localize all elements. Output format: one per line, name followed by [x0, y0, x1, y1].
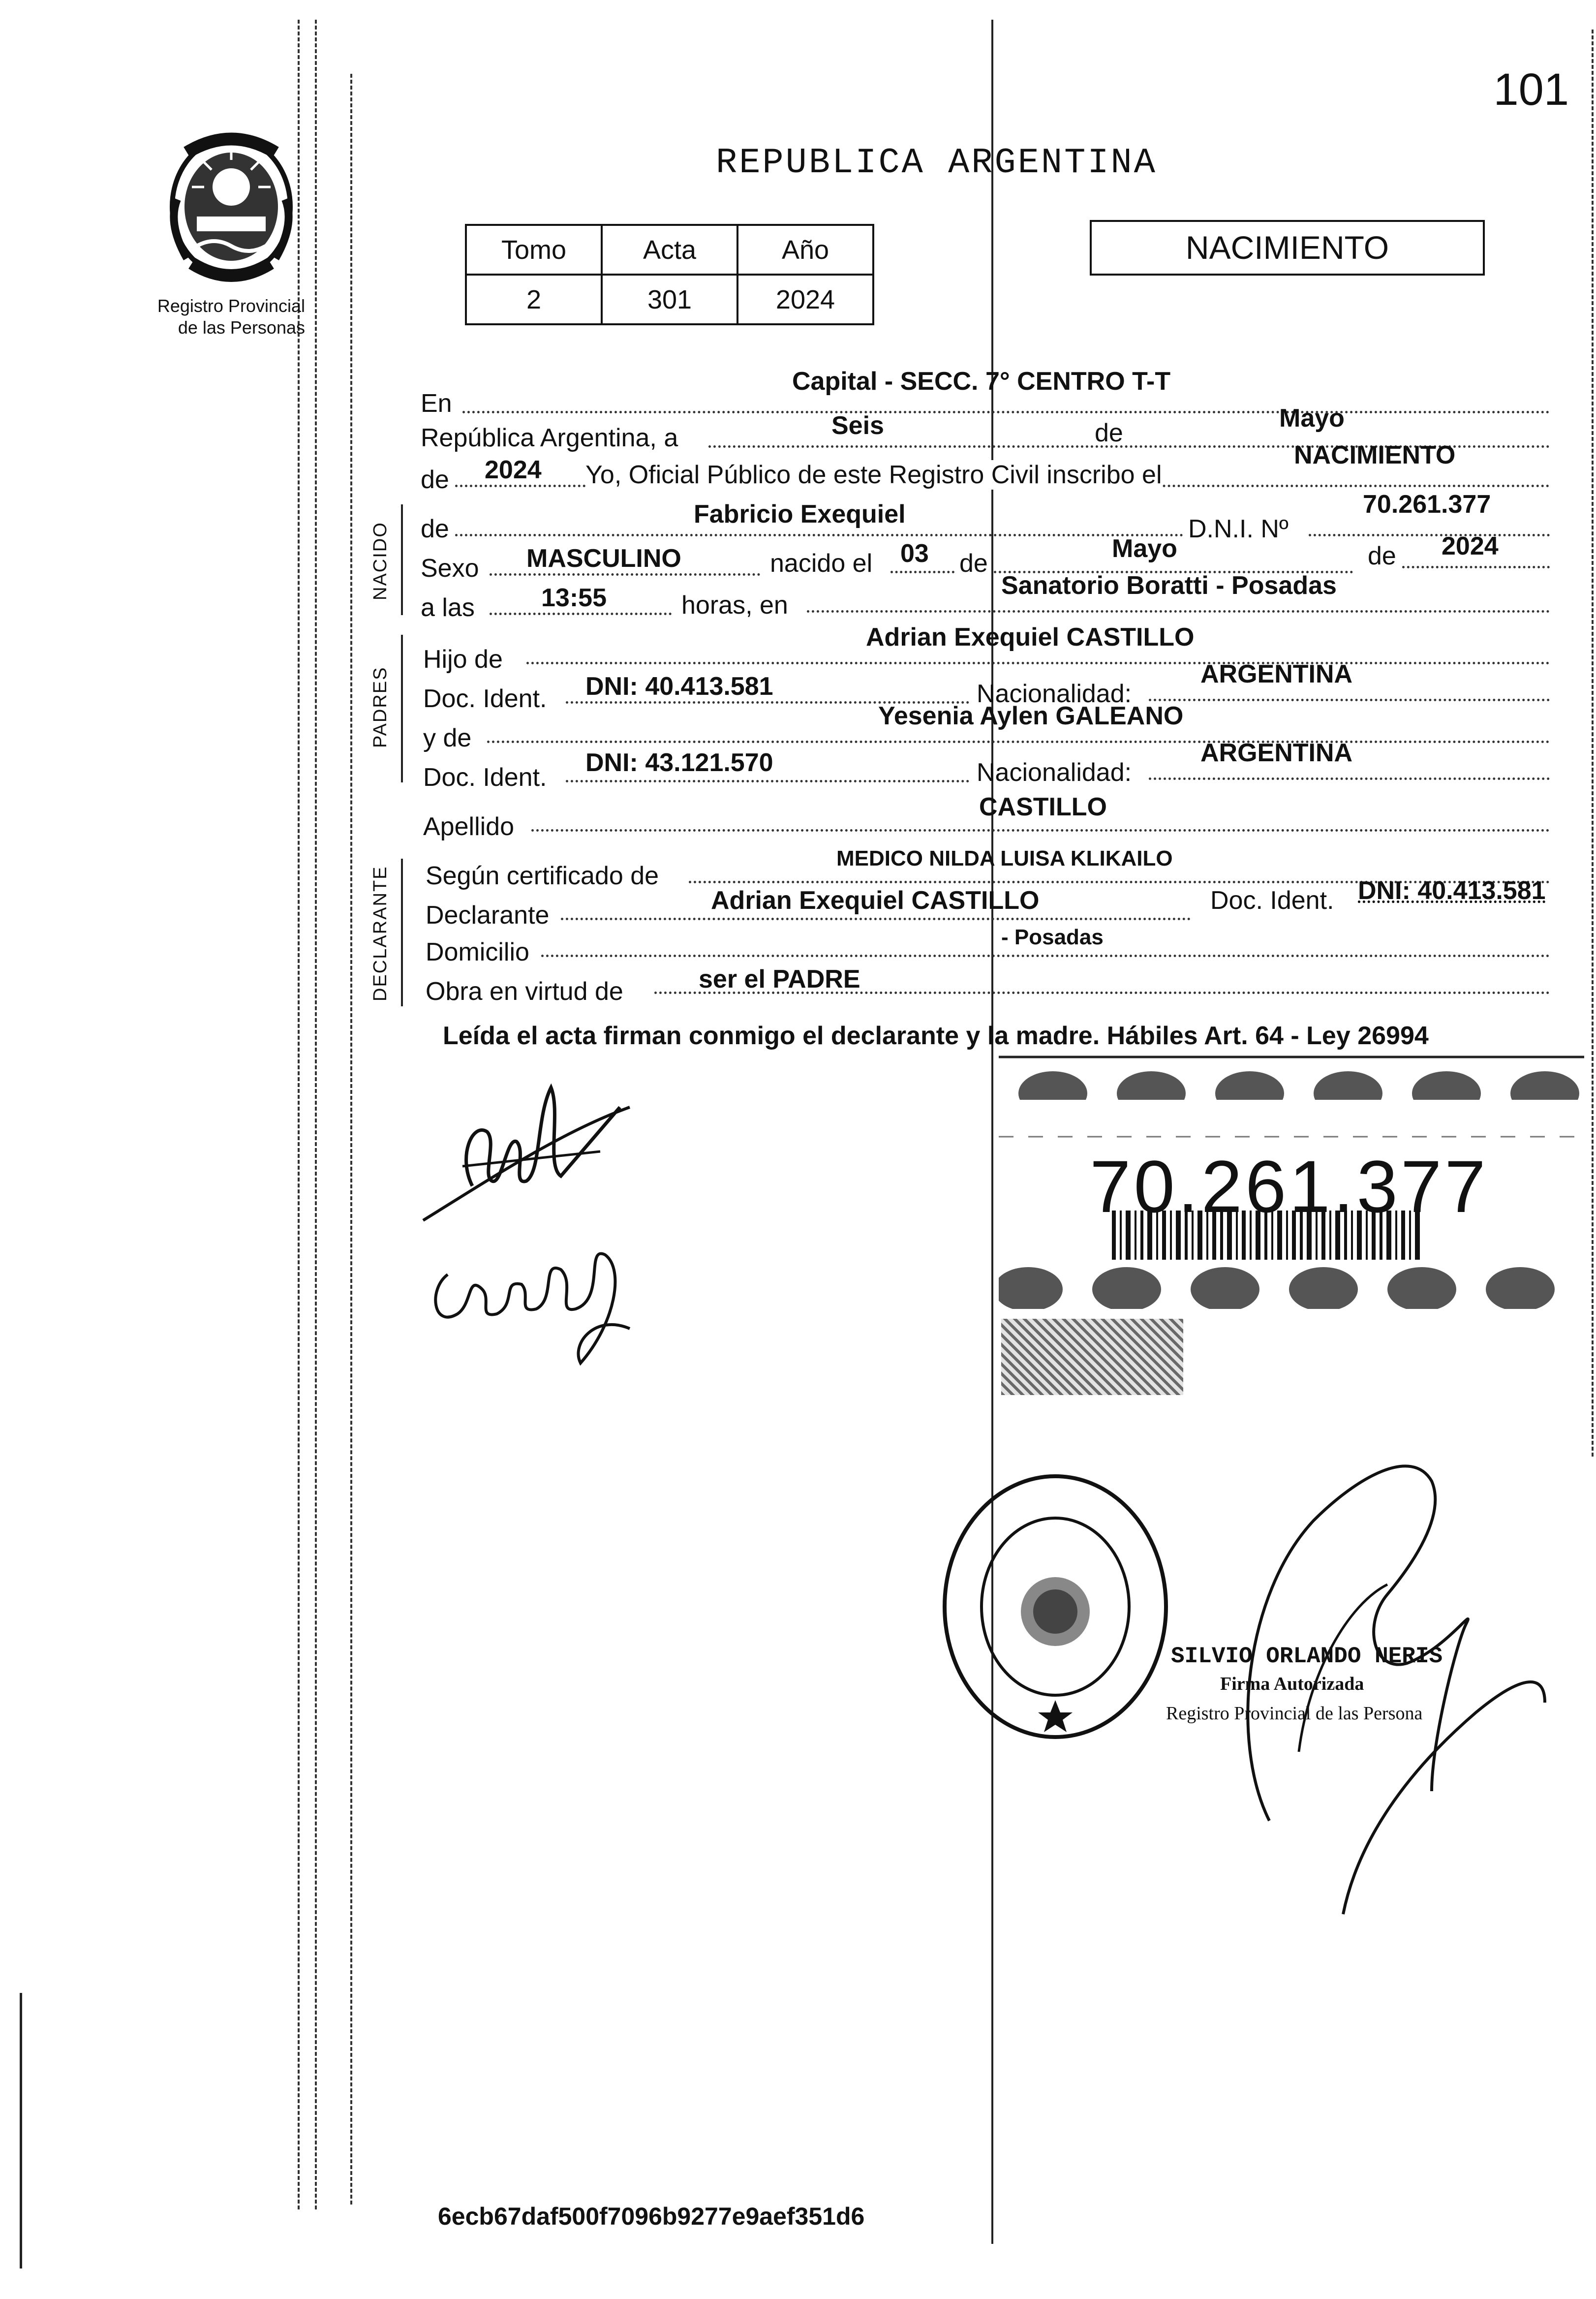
birth-day: 03 — [900, 539, 929, 568]
birth-place: Sanatorio Boratti - Posadas — [1001, 571, 1337, 600]
cert-label: Según certificado de — [426, 862, 659, 890]
decl-value: Adrian Exequiel CASTILLO — [711, 886, 1040, 915]
mother-nac-label: Nacionalidad: — [977, 758, 1132, 787]
apellido-value: CASTILLO — [979, 793, 1107, 821]
republica-label: República Argentina, a — [421, 424, 678, 452]
birth-reg-day: Seis — [831, 411, 884, 440]
table-value-tomo: 2 — [466, 275, 602, 324]
declarant-signature — [413, 1058, 640, 1235]
table-header-tomo: Tomo — [466, 225, 602, 275]
cert-value: MEDICO NILDA LUISA KLIKAILO — [836, 846, 1173, 870]
apellido-dots — [531, 829, 1550, 832]
dom-value: - Posadas — [1001, 925, 1104, 949]
signatory-role: Firma Autorizada — [1220, 1674, 1364, 1694]
birth-year: 2024 — [1442, 532, 1499, 560]
province-logo — [157, 125, 305, 288]
dni-dots — [1309, 534, 1550, 536]
alas-label: a las — [421, 593, 475, 622]
birth-hour: 13:55 — [541, 584, 607, 612]
nacido-el-label: nacido el — [770, 549, 873, 578]
birth-day-dots — [890, 571, 954, 573]
nacido-name-dots — [455, 534, 1183, 536]
nacido-section-label: NACIDO — [370, 522, 391, 600]
tomo-acta-table — [465, 224, 874, 325]
page-number: 101 — [1493, 64, 1569, 115]
inner-margin-dashes — [350, 74, 352, 2205]
fold-line — [991, 20, 993, 2244]
table-header-anio: Año — [737, 225, 873, 275]
republica-de-label: de — [1095, 419, 1123, 447]
signatory-name: SILVIO ORLANDO NERIS — [1171, 1644, 1443, 1669]
official-seal — [937, 1469, 1173, 1744]
en-value: Capital - SECC. 7° CENTRO T-T — [792, 367, 1171, 396]
logo-caption — [148, 295, 305, 339]
father-doc-label: Doc. Ident. — [423, 684, 547, 713]
table-header-acta: Acta — [602, 225, 737, 275]
binding-line — [20, 1993, 22, 2268]
child-dni: 70.261.377 — [1363, 490, 1491, 519]
mother-nac-dots — [1149, 777, 1550, 780]
signatory-org: Registro Provincial de las Persona — [1166, 1703, 1423, 1724]
table-value-row — [466, 275, 873, 324]
mother-doc-label: Doc. Ident. — [423, 763, 547, 792]
padres-section-label: PADRES — [370, 666, 391, 748]
birth-year-dots — [1402, 566, 1550, 568]
place-dots — [807, 610, 1550, 613]
left-margin-dashes-2 — [315, 20, 317, 2209]
obra-value: ser el PADRE — [699, 965, 860, 994]
reg-year: 2024 — [485, 456, 542, 484]
child-sex: MASCULINO — [526, 544, 681, 573]
closing-note: Leída el acta firman conmigo el declarante y la madre. Hábiles Art. 64 - Ley 26994 — [443, 1022, 1429, 1050]
left-margin-dashes — [298, 20, 300, 2209]
father-doc: DNI: 40.413.581 — [585, 672, 773, 701]
nacido-de-label: de — [421, 515, 449, 543]
decl-dots — [561, 918, 1191, 920]
logo-caption-line2: de las Personas — [178, 317, 305, 338]
document-title: REPUBLICA ARGENTINA — [716, 143, 1157, 183]
logo-caption-line1: Registro Provincial — [157, 296, 305, 316]
decl-label: Declarante — [426, 901, 550, 930]
mother-doc-dots — [566, 780, 969, 782]
child-name: Fabricio Exequiel — [694, 500, 906, 528]
table-header-row — [466, 225, 873, 275]
record-type-box: NACIMIENTO — [1090, 220, 1485, 276]
table-value-acta: 301 — [602, 275, 737, 324]
father-nac-dots — [1149, 699, 1550, 701]
table-value-anio: 2024 — [737, 275, 873, 324]
declarante-bar — [401, 859, 403, 1006]
horas-label: horas, en — [681, 591, 788, 620]
birth-month: Mayo — [1112, 534, 1177, 563]
hour-dots — [490, 613, 672, 615]
declarante-section-label: DECLARANTE — [370, 866, 391, 1001]
decl-doc-label: Doc. Ident. — [1210, 886, 1334, 915]
father-nac-label: Nacionalidad: — [977, 680, 1132, 708]
en-label: En — [421, 389, 452, 418]
hologram — [1001, 1319, 1183, 1395]
inscribo-value: NACIMIENTO — [1294, 441, 1456, 469]
father-dots — [526, 662, 1550, 664]
oficial-label: Yo, Oficial Público de este Registro Civil inscribo el — [585, 461, 1162, 489]
birth-reg-month: Mayo — [1279, 404, 1345, 433]
nacido-bar — [401, 504, 403, 615]
father-name: Adrian Exequiel CASTILLO — [866, 623, 1195, 652]
sexo-label: Sexo — [421, 554, 479, 583]
sticker-dni-number: 70.261.377 — [1090, 1145, 1489, 1228]
dni-label: D.N.I. Nº — [1188, 515, 1289, 543]
hijo-label: Hijo de — [423, 645, 503, 674]
province-shield-icon — [157, 125, 305, 288]
en-dots — [462, 411, 1550, 413]
mother-nationality: ARGENTINA — [1200, 739, 1353, 767]
decl-doc: DNI: 40.413.581 — [1358, 876, 1546, 905]
birth-de2-label: de — [1368, 542, 1396, 570]
obra-label: Obra en virtud de — [426, 977, 623, 1006]
mother-name: Yesenia Aylen GALEANO — [878, 702, 1184, 730]
document-hash: 6ecb67daf500f7096b9277e9aef351d6 — [438, 2203, 865, 2230]
birth-de-label: de — [959, 549, 988, 578]
mother-dots — [487, 741, 1550, 743]
sexo-dots — [490, 573, 760, 576]
dom-label: Domicilio — [426, 938, 529, 966]
father-nationality: ARGENTINA — [1200, 660, 1353, 688]
right-margin-dashes — [1592, 30, 1594, 1457]
apellido-label: Apellido — [423, 812, 515, 841]
mother-doc: DNI: 43.121.570 — [585, 748, 773, 777]
yde-label: y de — [423, 724, 472, 752]
padres-bar — [401, 635, 403, 782]
dom-dots — [541, 955, 1550, 957]
de2-label: de — [421, 466, 449, 494]
mother-signature — [418, 1215, 654, 1378]
